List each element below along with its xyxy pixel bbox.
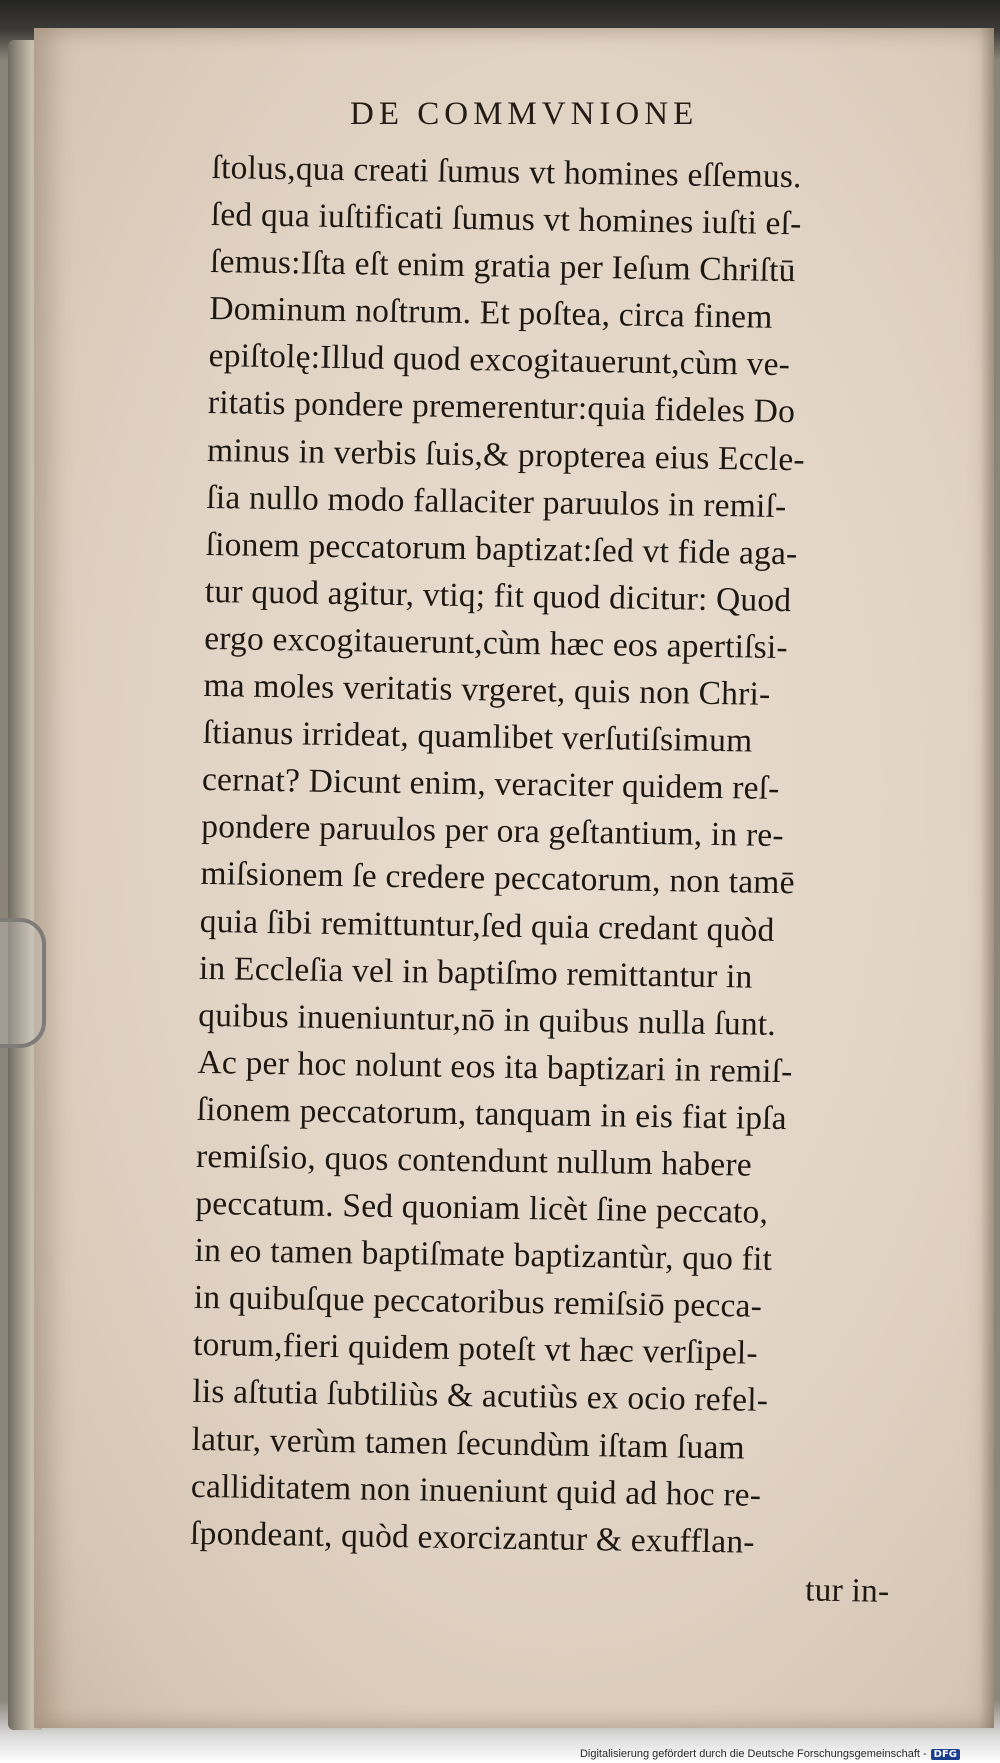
text-line: ſemus:Iſta eſt enim gratia per Ieſum Chriſtū xyxy=(209,243,796,290)
text-line: torum,fieri quidem poteſt vt hæc verſipel- xyxy=(192,1326,759,1373)
text-line: quibus inueniuntur,nō in quibus nulla ſunt. xyxy=(198,996,777,1043)
running-head: DE COMMVNIONE xyxy=(350,96,699,132)
text-line: ſed qua iuſtificati ſumus vt homines iuſti eſ- xyxy=(210,196,802,243)
text-line: in quibuſque peccatoribus remiſsiō pecca- xyxy=(193,1279,763,1326)
text-line: in Eccleſia vel in baptiſmo remittantur in xyxy=(198,949,753,996)
page-clip-holder xyxy=(0,918,46,1048)
body-text xyxy=(189,144,952,1615)
text-line: ſionem peccatorum, tanquam in eis fiat ipſa xyxy=(196,1090,788,1138)
text-line: ergo excogitauerunt,cùm hæc eos apertiſsi- xyxy=(203,619,789,667)
text-line: Dominum noſtrum. Et poſtea, circa finem xyxy=(209,290,773,337)
page-gutter-shadow xyxy=(980,28,994,1728)
text-line: cernat? Dicunt enim, veraciter quidem reſ- xyxy=(201,761,780,808)
text-line: ſia nullo modo fallaciter paruulos in remiſ- xyxy=(206,478,787,525)
text-line: latur, verùm tamen ſecundùm iſtam ſuam xyxy=(191,1420,746,1467)
text-line: quia ſibi remittuntur,ſed quia credant quòd xyxy=(199,902,775,949)
text-line: tur quod agitur, vtiq; fit quod dicitur: Quod xyxy=(204,572,792,619)
text-line: peccatum. Sed quoniam licèt ſine peccato, xyxy=(195,1184,769,1231)
text-line: calliditatem non inueniunt quid ad hoc re- xyxy=(190,1467,762,1514)
text-line: ma moles veritatis vrgeret, quis non Chri- xyxy=(203,666,771,713)
text-line: remiſsio, quos contendunt nullum habere xyxy=(195,1137,753,1184)
text-line: ſpondeant, quòd exorcizantur & exufflan- xyxy=(189,1514,756,1561)
digitization-credit xyxy=(580,1748,960,1760)
text-line: lis aſtutia ſubtiliùs & acutiùs ex ocio refel- xyxy=(192,1373,769,1420)
text-line: ſionem peccatorum baptizat:ſed vt fide aga- xyxy=(205,525,798,572)
text-line: pondere paruulos per ora geſtantium, in re- xyxy=(200,808,785,855)
text-line: epiſtolę:Illud quod excogitauerunt,cùm ve- xyxy=(208,337,791,384)
credit-text: Digitalisierung gefördert durch die Deutsche Forschungsgemeinschaft - xyxy=(579,1748,927,1760)
text-line: ſtolus,qua creati ſumus vt homines eſſemus. xyxy=(211,148,802,196)
text-line: in eo tamen baptiſmate baptizantùr, quo fit xyxy=(194,1232,773,1279)
dfg-logo: DFG xyxy=(931,1749,960,1760)
text-line: minus in verbis ſuis,& propterea eius Eccle- xyxy=(206,431,806,478)
text-line: ſtianus irrideat, quamlibet verſutiſsimum xyxy=(202,714,753,760)
text-line: ritatis pondere premerentur:quia fideles Do xyxy=(207,384,796,431)
catchword: tur in- xyxy=(804,1571,890,1610)
text-line: Ac per hoc nolunt eos ita baptizari in remiſ- xyxy=(197,1043,793,1091)
text-line: miſsionem ſe credere peccatorum, non tamē xyxy=(200,855,795,902)
